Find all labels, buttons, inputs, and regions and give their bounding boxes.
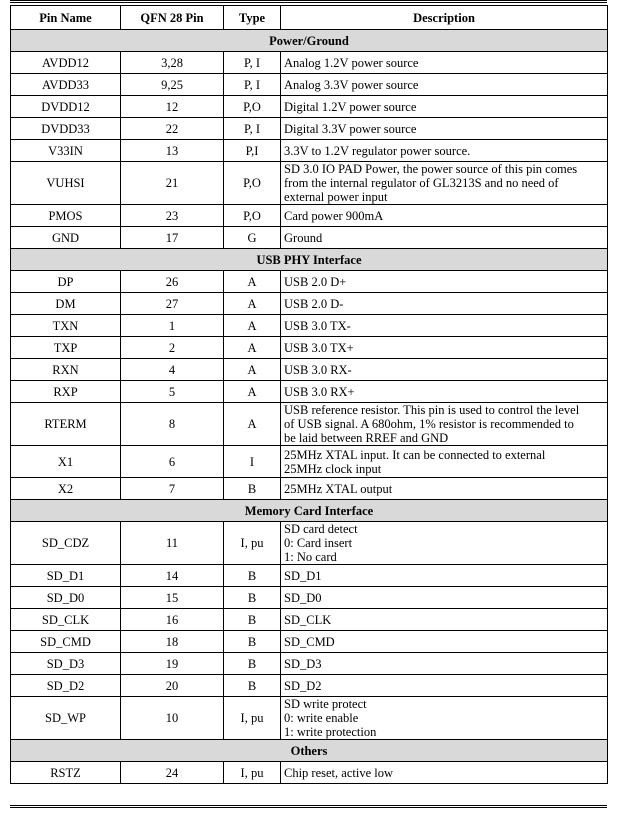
section-header-row [11,249,608,271]
pin-name-cell: SD_CMD [11,631,121,653]
qfn-pin-cell: 14 [121,565,224,587]
type-cell: P, I [224,74,281,96]
table-row [11,762,608,784]
pin-description-table [10,5,608,784]
description-line: 25MHz XTAL input. It can be connected to external [284,447,546,462]
description-line: Chip reset, active low [284,765,393,780]
pin-name-cell: RTERM [11,403,121,446]
description-cell [281,118,608,140]
description-line: Ground [284,230,323,245]
type-cell: A [224,315,281,337]
type-cell: A [224,359,281,381]
qfn-pin-cell: 8 [121,403,224,446]
description-line: 0: Card insert [284,536,353,550]
description-line: Analog 3.3V power source [284,77,419,92]
description-line: SD 3.0 IO PAD Power, the power source of this pin comes [284,162,578,176]
pin-name-cell: DVDD12 [11,96,121,118]
section-header-row [11,30,608,52]
qfn-pin-cell: 27 [121,293,224,315]
description-line: USB 2.0 D- [284,296,344,311]
qfn-pin-cell: 18 [121,631,224,653]
description-cell [281,565,608,587]
pin-name-cell: SD_D1 [11,565,121,587]
description-cell [281,403,608,446]
table-row [11,653,608,675]
type-cell: I, pu [224,697,281,740]
qfn-pin-cell: 24 [121,762,224,784]
description-line: USB reference resistor. This pin is used to control the level [284,403,580,417]
table-row [11,522,608,565]
pin-name-cell: SD_D2 [11,675,121,697]
qfn-pin-cell: 15 [121,587,224,609]
description-cell [281,653,608,675]
qfn-pin-cell: 20 [121,675,224,697]
type-cell: B [224,565,281,587]
description-cell [281,337,608,359]
table-row [11,271,608,293]
description-line: 25MHz XTAL output [284,481,393,496]
table-row [11,631,608,653]
table-row [11,609,608,631]
type-cell: B [224,631,281,653]
description-line: from the internal regulator of GL3213S and no need of [284,176,559,190]
pin-name-cell: DVDD33 [11,118,121,140]
pin-name-cell: AVDD12 [11,52,121,74]
qfn-pin-cell: 5 [121,381,224,403]
description-cell [281,227,608,249]
pin-name-cell: X2 [11,478,121,500]
pin-name-cell: VUHSI [11,162,121,205]
section-title: Power/Ground [11,30,608,52]
description-line: SD card detect [284,522,358,536]
table-row [11,118,608,140]
description-cell [281,359,608,381]
description-line: SD_D2 [284,678,322,693]
qfn-pin-cell: 26 [121,271,224,293]
type-cell: A [224,403,281,446]
description-line: SD write protect [284,697,367,711]
section-header-row [11,740,608,762]
type-cell: I, pu [224,762,281,784]
section-title: Memory Card Interface [11,500,608,522]
qfn-pin-cell: 19 [121,653,224,675]
qfn-pin-cell: 1 [121,315,224,337]
table-row [11,96,608,118]
description-cell [281,74,608,96]
description-cell [281,96,608,118]
table-row [11,359,608,381]
description-line: USB 3.0 TX+ [284,340,354,355]
qfn-pin-cell: 11 [121,522,224,565]
pin-name-cell: TXN [11,315,121,337]
table-row [11,315,608,337]
pin-name-cell: SD_D0 [11,587,121,609]
type-cell: A [224,271,281,293]
type-cell: P,I [224,140,281,162]
description-line: Analog 1.2V power source [284,55,419,70]
description-line: 1: write protection [284,725,377,739]
description-line: SD_D3 [284,656,322,671]
description-line: USB 3.0 TX- [284,318,351,333]
description-cell [281,631,608,653]
description-cell [281,140,608,162]
section-title: USB PHY Interface [11,249,608,271]
pin-name-cell: SD_WP [11,697,121,740]
table-row [11,227,608,249]
section-title: Others [11,740,608,762]
description-cell [281,609,608,631]
qfn-pin-cell: 13 [121,140,224,162]
type-cell: B [224,653,281,675]
description-cell [281,675,608,697]
description-line: SD_CMD [284,634,335,649]
description-cell [281,293,608,315]
qfn-pin-cell: 10 [121,697,224,740]
description-line: 25MHz clock input [284,461,382,476]
pin-name-cell: TXP [11,337,121,359]
type-cell: P, I [224,118,281,140]
header-description: Description [281,6,608,30]
table-row [11,478,608,500]
qfn-pin-cell: 7 [121,478,224,500]
qfn-pin-cell: 4 [121,359,224,381]
description-cell [281,381,608,403]
header-qfn-pin: QFN 28 Pin [121,6,224,30]
type-cell: P,O [224,96,281,118]
type-cell: G [224,227,281,249]
pin-name-cell: DM [11,293,121,315]
qfn-pin-cell: 6 [121,446,224,478]
description-cell [281,205,608,227]
pin-name-cell: GND [11,227,121,249]
pin-name-cell: RXP [11,381,121,403]
qfn-pin-cell: 12 [121,96,224,118]
description-line: external power input [284,190,388,204]
type-cell: A [224,293,281,315]
table-row [11,675,608,697]
bottom-rule [10,805,607,808]
description-line: SD_CLK [284,612,332,627]
description-line: be laid between RREF and GND [284,431,449,445]
pin-name-cell: DP [11,271,121,293]
table-row [11,52,608,74]
table-row [11,293,608,315]
type-cell: I, pu [224,522,281,565]
type-cell: P, I [224,52,281,74]
type-cell: B [224,478,281,500]
table-row [11,162,608,205]
pin-name-cell: SD_CLK [11,609,121,631]
description-cell [281,446,608,478]
description-cell [281,162,608,205]
type-cell: A [224,381,281,403]
pin-name-cell: AVDD33 [11,74,121,96]
qfn-pin-cell: 2 [121,337,224,359]
qfn-pin-cell: 17 [121,227,224,249]
top-rule [10,0,607,3]
description-line: SD_D0 [284,590,322,605]
qfn-pin-cell: 9,25 [121,74,224,96]
header-pin-name: Pin Name [11,6,121,30]
description-cell [281,478,608,500]
type-cell: I [224,446,281,478]
pin-name-cell: PMOS [11,205,121,227]
pin-name-cell: SD_CDZ [11,522,121,565]
qfn-pin-cell: 23 [121,205,224,227]
description-line: Card power 900mA [284,208,384,223]
description-cell [281,522,608,565]
description-line: of USB signal. A 680ohm, 1% resistor is recommended to [284,417,574,431]
table-row [11,205,608,227]
description-cell [281,697,608,740]
description-cell [281,762,608,784]
table-row [11,381,608,403]
type-cell: B [224,609,281,631]
description-line: USB 3.0 RX- [284,362,352,377]
section-header-row [11,500,608,522]
description-line: Digital 1.2V power source [284,99,417,114]
header-type: Type [224,6,281,30]
description-line: SD_D1 [284,568,322,583]
table-row [11,337,608,359]
description-line: 1: No card [284,550,337,564]
qfn-pin-cell: 22 [121,118,224,140]
table-header-row [11,6,608,30]
pin-name-cell: RXN [11,359,121,381]
description-cell [281,271,608,293]
description-cell [281,315,608,337]
table-row [11,140,608,162]
qfn-pin-cell: 3,28 [121,52,224,74]
pin-name-cell: SD_D3 [11,653,121,675]
description-line: USB 3.0 RX+ [284,384,355,399]
description-cell [281,52,608,74]
pin-name-cell: V33IN [11,140,121,162]
table-row [11,403,608,446]
description-cell [281,587,608,609]
description-line: USB 2.0 D+ [284,274,347,289]
qfn-pin-cell: 21 [121,162,224,205]
type-cell: B [224,587,281,609]
description-line: 3.3V to 1.2V regulator power source. [284,143,471,158]
pin-name-cell: RSTZ [11,762,121,784]
table-row [11,74,608,96]
table-row [11,565,608,587]
table-row [11,446,608,478]
type-cell: A [224,337,281,359]
type-cell: B [224,675,281,697]
qfn-pin-cell: 16 [121,609,224,631]
table-row [11,697,608,740]
type-cell: P,O [224,205,281,227]
pin-name-cell: X1 [11,446,121,478]
type-cell: P,O [224,162,281,205]
description-line: 0: write enable [284,711,359,725]
table-row [11,587,608,609]
description-line: Digital 3.3V power source [284,121,417,136]
